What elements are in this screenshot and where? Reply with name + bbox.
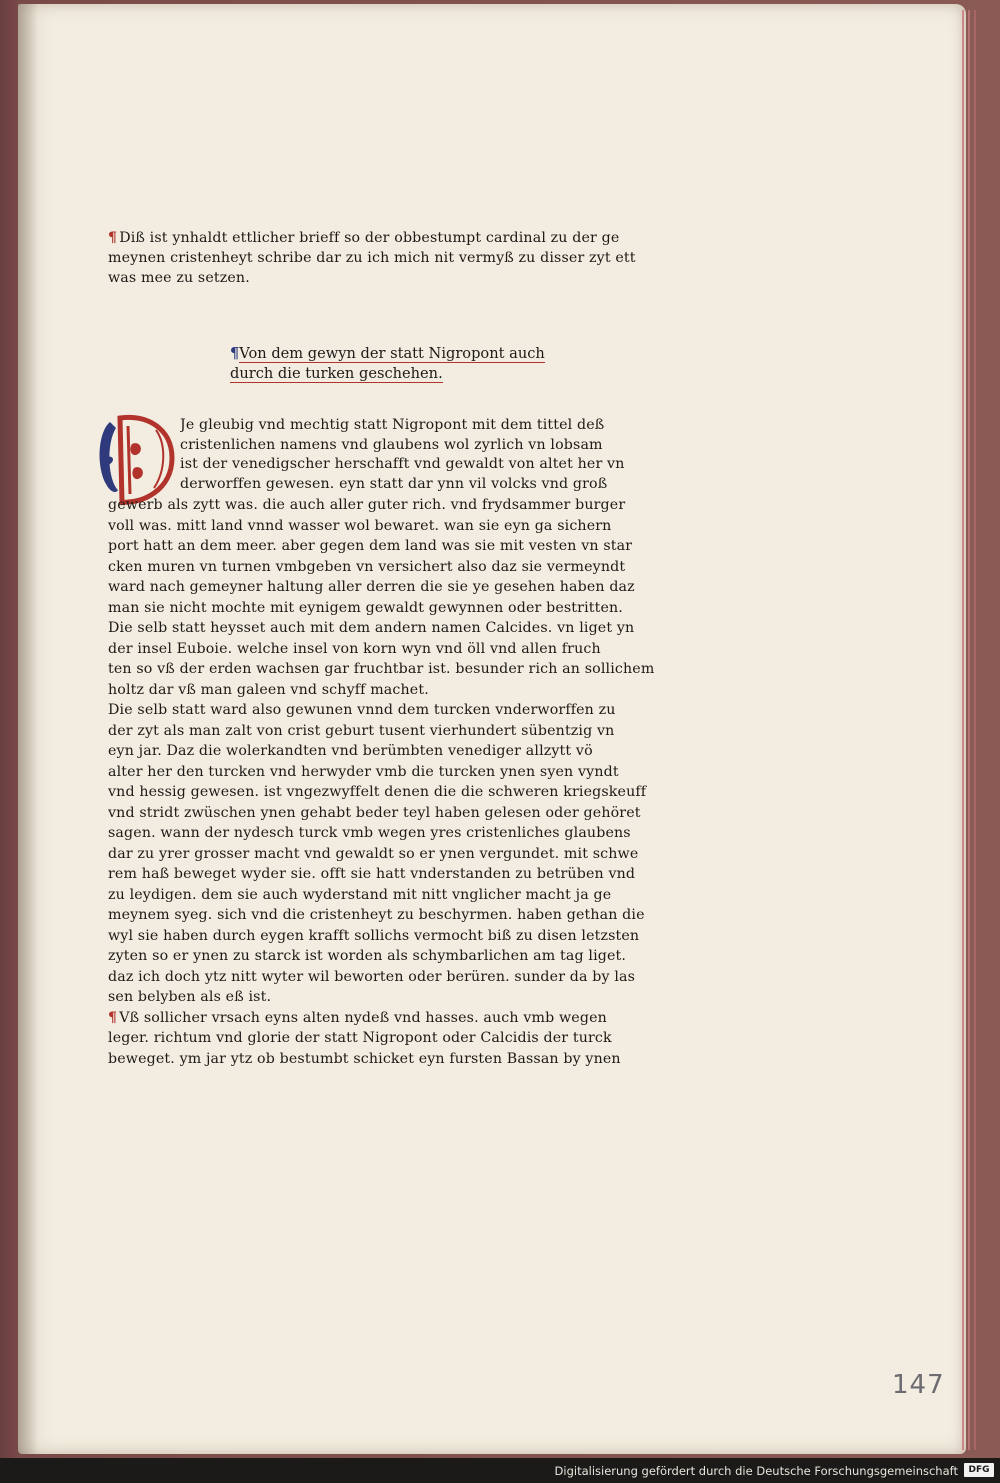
body-line: leger. richtum vnd glorie der statt Nigropont oder Calcidis der turck (108, 1030, 612, 1046)
paragraph-mark-icon: ¶ (108, 230, 118, 246)
body-line: man sie nicht mochte mit eynigem gewaldt gewynnen oder bestritten. (108, 599, 623, 616)
body-line: cristenlichen namens vnd glaubens wol zyrlich vn lobsam (180, 436, 603, 453)
body-line: ten so vß der erden wachsen gar fruchtbar ist. besunder rich an sollichem (108, 661, 655, 677)
paragraph-mark-icon: ¶ (108, 1009, 118, 1026)
page-edge-stack (962, 10, 964, 1450)
body-line: ¶ Vß sollicher vrsach eyns alten nydeß vnd hasses. auch vmb wegen (108, 1009, 607, 1026)
body-line: ist der venedigscher herschafft vnd gewaldt von altet her vn (180, 456, 625, 473)
body-line: rem haß beweget wyder sie. offt sie hatt vnderstanden zu betrüben vnd (108, 866, 636, 882)
body-line: beweget. ym jar ytz ob bestumbt schicket eyn fursten Bassan by ynen (108, 1050, 621, 1067)
body-line: voll was. mitt land vnnd wasser wol bewaret. wan sie eyn ga sichern (108, 517, 612, 534)
body-line: der zyt als man zalt von crist geburt tusent vierhundert sübentzig vn (108, 722, 615, 739)
viewer-footer (0, 1458, 1000, 1483)
heading-line: durch die turken geschehen. (230, 365, 443, 382)
body-line: holtz dar vß man galeen vnd schyff machet. (108, 681, 429, 698)
heading-line: ¶Von dem gewyn der statt Nigropont auch (230, 345, 545, 362)
body-line: sen belyben als eß ist. (108, 989, 272, 1005)
body-line: vnd stridt zwüschen ynen gehabt beder teyl haben gelesen oder gehöret (108, 804, 641, 821)
funding-credit: Digitalisierung gefördert durch die Deutsche Forschungsgemeinschaft (554, 1464, 958, 1478)
body-line: daz ich doch ytz nitt wyter wil beworten oder berüren. sunder da by las (108, 968, 636, 985)
intro-line: ¶ Diß ist ynhaldt ettlicher brieff so der obbestumpt cardinal zu der ge (108, 230, 620, 246)
body-line: Die selb statt heysset auch mit dem andern namen Calcides. vn liget yn (108, 620, 635, 636)
body-line: ward nach gemeyner haltung aller derren die sie ye gesehen haben daz (108, 579, 635, 595)
paragraph-mark-icon: ¶ (230, 345, 240, 362)
body-line: sagen. wann der nydesch turck vmb wegen yres cristenliches glaubens (108, 825, 631, 841)
body-line: port hatt an dem meer. aber gegen dem land was sie mit vesten vn star (108, 538, 633, 554)
body-line: alter her den turcken vnd herwyder vmb die turcken ynen syen vyndt (108, 763, 619, 780)
intro-line: was mee zu setzen. (108, 270, 250, 287)
body-line: Je gleubig vnd mechtig statt Nigropont mit dem tittel deß (180, 417, 605, 433)
body-line: der insel Euboie. welche insel von korn wyn vnd öll vnd allen fruch (108, 640, 601, 657)
body-line: zu leydigen. dem sie auch wyderstand mit nitt vnglicher macht ja ge (108, 886, 612, 903)
initial-paragraph (180, 416, 714, 495)
page-edge-stack (974, 10, 976, 1450)
body-line: meynem syeg. sich vnd die cristenheyt zu beschyrmen. haben gethan die (108, 907, 645, 923)
body-line: vnd hessig gewesen. ist vngezwyffelt denen die die schweren kriegskeuff (108, 784, 647, 800)
page-edge-stack (968, 10, 970, 1450)
folio-number: 147 (892, 1370, 945, 1400)
dfg-logo-icon: DFG (964, 1463, 994, 1477)
body-line: dar zu yrer grosser macht vnd gewaldt so er ynen vergundet. mit schwe (108, 845, 639, 862)
main-paragraph (108, 495, 714, 1069)
body-line: Die selb statt ward also gewunen vnnd dem turcken vnderworffen zu (108, 702, 616, 718)
intro-paragraph (108, 228, 714, 289)
body-line: cken muren vn turnen vmbgeben vn versichert also daz sie vermeyndt (108, 558, 626, 575)
body-line: gewerb als zytt was. die auch aller guter rich. vnd frydsammer burger (108, 497, 626, 513)
body-line: wyl sie haben durch eygen krafft sollichs vermocht biß zu disen letzsten (108, 927, 640, 944)
body-line: eyn jar. Daz die wolerkandten vnd berümbten venediger allzytt vö (108, 743, 593, 759)
page-gutter-shadow (18, 4, 38, 1454)
body-line: derworffen gewesen. eyn statt dar ynn vil volcks vnd groß (180, 476, 608, 493)
section-heading (230, 344, 610, 384)
body-line: zyten so er ynen zu starck ist worden als schymbarlichen am tag liget. (108, 948, 627, 964)
intro-line: meynen cristenheyt schribe dar zu ich mich nit vermyß zu disser zyt ett (108, 250, 636, 267)
